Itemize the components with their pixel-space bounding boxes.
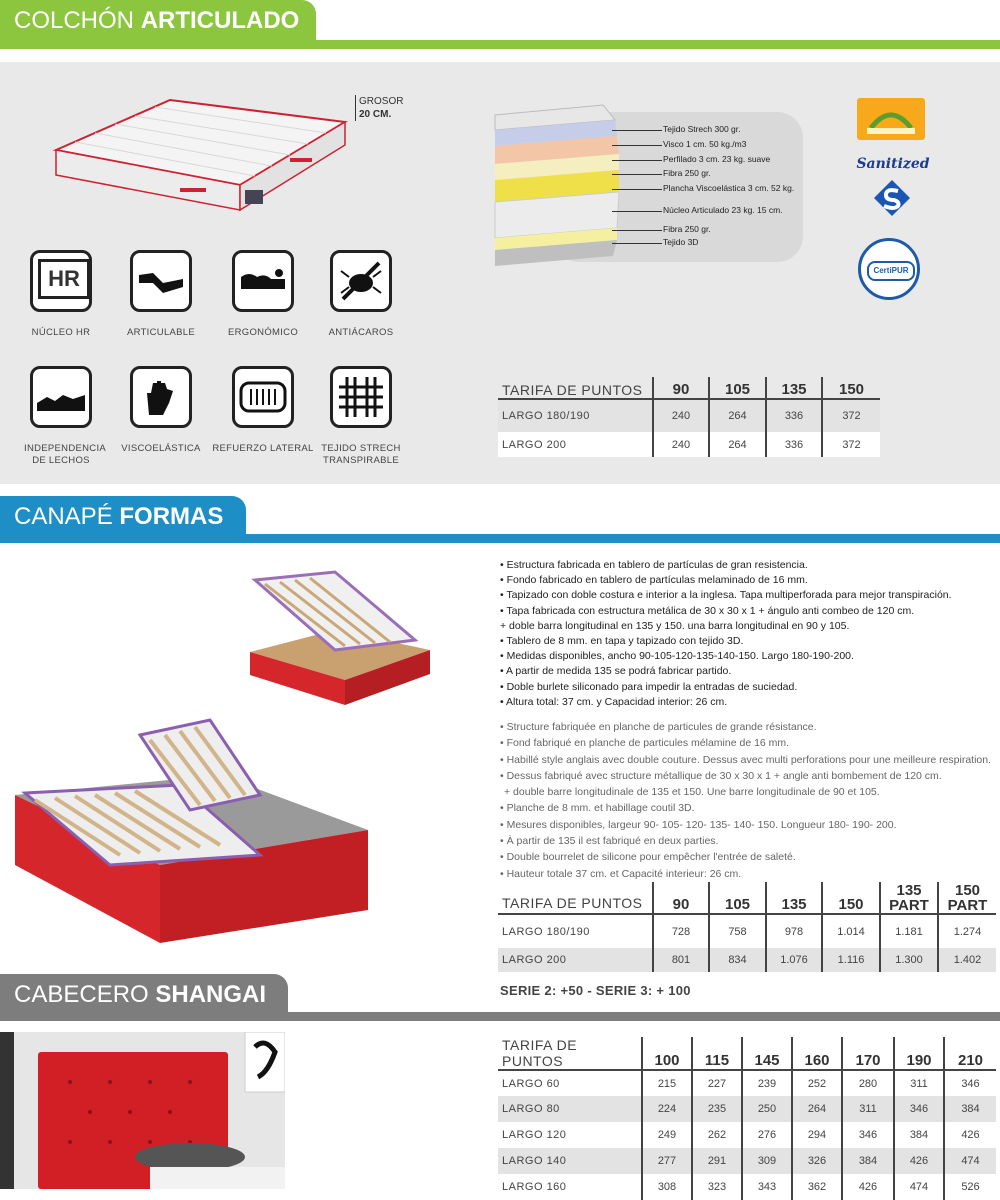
spec-item: • Altura total: 37 cm. y Capacidad interior: 26 cm. bbox=[500, 695, 728, 708]
section-header-canape bbox=[0, 496, 246, 538]
price-cell: 384 bbox=[894, 1122, 944, 1148]
feature-label: INDEPENDENCIA DE LECHOS bbox=[24, 443, 107, 466]
price-table-canape bbox=[498, 882, 996, 972]
price-cell: 362 bbox=[792, 1174, 842, 1200]
price-cell: 240 bbox=[653, 432, 709, 457]
price-cell: 308 bbox=[642, 1174, 692, 1200]
price-cell: 291 bbox=[692, 1148, 742, 1174]
price-cell: 1.402 bbox=[938, 948, 996, 972]
size-header: 145 bbox=[742, 1037, 792, 1070]
sanitized-logo: Sanitized bbox=[856, 156, 930, 172]
price-cell: 426 bbox=[944, 1122, 996, 1148]
feature-icon-tejido bbox=[330, 366, 392, 428]
price-cell: 227 bbox=[692, 1070, 742, 1096]
layer-label: Núcleo Articulado 23 kg. 15 cm. bbox=[663, 205, 783, 215]
spec-item: • Fondo fabricado en tablero de partículas melaminado de 16 mm. bbox=[500, 574, 808, 587]
price-table-header bbox=[498, 377, 880, 399]
size-header: 150 bbox=[822, 377, 880, 399]
price-cell: 215 bbox=[642, 1070, 692, 1096]
spec-item: • A partir de medida 135 se podrá fabricar partido. bbox=[500, 665, 732, 678]
price-cell: 346 bbox=[842, 1122, 894, 1148]
feature-label: REFUERZO LATERAL bbox=[212, 443, 314, 454]
hr-icon: HR bbox=[38, 259, 90, 299]
price-cell: 309 bbox=[742, 1148, 792, 1174]
layer-label: Fibra 250 gr. bbox=[663, 168, 711, 178]
row-label: LARGO 80 bbox=[498, 1096, 642, 1122]
price-cell: 372 bbox=[822, 399, 880, 432]
thickness-label bbox=[355, 95, 403, 121]
price-table-colchon bbox=[498, 377, 880, 457]
size-header: 135 bbox=[766, 882, 822, 914]
section-bar-green bbox=[0, 40, 1000, 49]
section-header-colchon bbox=[0, 0, 316, 42]
feature-icon-refuerzo bbox=[232, 366, 294, 428]
table-row bbox=[498, 1122, 996, 1148]
lateral-reinforcement-icon bbox=[235, 369, 291, 425]
feature-icon-antiacaros bbox=[330, 250, 392, 312]
price-cell: 311 bbox=[894, 1070, 944, 1096]
price-cell: 239 bbox=[742, 1070, 792, 1096]
spec-item: + doble barra longitudinal en 135 y 150. una barra longitudinal en 90 y 105. bbox=[500, 619, 850, 632]
row-label: LARGO 160 bbox=[498, 1174, 642, 1200]
feature-label: TEJIDO STRECH TRANSPIRABLE bbox=[321, 443, 401, 466]
size-header: 90 bbox=[653, 377, 709, 399]
row-label: LARGO 200 bbox=[498, 948, 653, 972]
price-cell: 323 bbox=[692, 1174, 742, 1200]
size-header: 135 bbox=[766, 377, 822, 399]
feature-label: ERGONÓMICO bbox=[227, 327, 299, 338]
table-row bbox=[498, 914, 996, 948]
serie-note: SERIE 2: +50 - SERIE 3: + 100 bbox=[500, 983, 691, 998]
headboard-image bbox=[0, 1032, 285, 1189]
table-row bbox=[498, 1096, 996, 1122]
spec-item: • Fond fabriqué en planche de particules mélamine de 16 mm. bbox=[500, 737, 790, 750]
price-cell: 526 bbox=[944, 1174, 996, 1200]
price-cell: 834 bbox=[709, 948, 766, 972]
section-title-bold: FORMAS bbox=[119, 503, 224, 530]
price-cell: 1.300 bbox=[880, 948, 938, 972]
spec-item: • Medidas disponibles, ancho 90-105-120-135-140-150. Largo 180-190-200. bbox=[500, 650, 854, 663]
feature-label: VISCOELÁSTICA bbox=[121, 443, 201, 454]
price-cell: 1.181 bbox=[880, 914, 938, 948]
price-cell: 250 bbox=[742, 1096, 792, 1122]
canape-image-large bbox=[10, 715, 372, 945]
spec-item: + double barre longitudinale de 135 et 150. Une barre longitudinale de 90 et 105. bbox=[504, 786, 880, 799]
spec-item: • Mesures disponibles, largeur 90- 105- 120- 135- 140- 150. Longueur 180- 190- 200. bbox=[500, 818, 897, 831]
section-title-bold: SHANGAI bbox=[155, 981, 267, 1008]
feature-icon-independencia bbox=[30, 366, 92, 428]
size-header: 105 bbox=[709, 377, 766, 399]
price-cell: 758 bbox=[709, 914, 766, 948]
price-cell: 1.116 bbox=[822, 948, 880, 972]
size-header: 115 bbox=[692, 1037, 742, 1070]
feature-label: ARTICULABLE bbox=[126, 327, 196, 338]
row-label: LARGO 140 bbox=[498, 1148, 642, 1174]
spec-item: • Tapa fabricada con estructura metálica de 30 x 30 x 1 + ángulo anti combeo de 120 cm. bbox=[500, 604, 915, 617]
section-title-light: CABECERO bbox=[14, 981, 149, 1008]
price-cell: 384 bbox=[944, 1096, 996, 1122]
price-table-header bbox=[498, 1037, 996, 1070]
strech-fabric-icon bbox=[333, 369, 389, 425]
row-label: LARGO 180/190 bbox=[498, 399, 653, 432]
feature-icon-hr bbox=[30, 250, 92, 312]
spec-item: • Structure fabriquée en planche de particules de grande résistance. bbox=[500, 721, 817, 733]
size-header: 160 bbox=[792, 1037, 842, 1070]
layer-label: Fibra 250 gr. bbox=[663, 224, 711, 234]
price-cell: 264 bbox=[709, 399, 766, 432]
feature-label: NÚCLEO HR bbox=[31, 327, 91, 338]
row-label: LARGO 200 bbox=[498, 432, 653, 457]
price-cell: 801 bbox=[653, 948, 709, 972]
section-title-light: COLCHÓN bbox=[14, 7, 135, 34]
table-row bbox=[498, 432, 880, 457]
price-cell: 326 bbox=[792, 1148, 842, 1174]
size-header: 135 PART bbox=[880, 882, 938, 914]
price-cell: 426 bbox=[894, 1148, 944, 1174]
price-cell: 240 bbox=[653, 399, 709, 432]
price-cell: 280 bbox=[842, 1070, 894, 1096]
spec-item: • Doble burlete siliconado para impedir la entradas de suciedad. bbox=[500, 680, 798, 693]
section-bar-blue bbox=[0, 534, 1000, 543]
table-row bbox=[498, 1174, 996, 1200]
layer-label: Visco 1 cm. 50 kg./m3 bbox=[663, 139, 747, 149]
feature-icon-viscoelastica bbox=[130, 366, 192, 428]
sanitized-s-icon bbox=[872, 178, 912, 223]
section-header-cabecero bbox=[0, 974, 288, 1016]
size-header: 90 bbox=[653, 882, 709, 914]
feature-label: ANTIÁCAROS bbox=[328, 327, 394, 338]
price-cell: 426 bbox=[842, 1174, 894, 1200]
price-cell: 262 bbox=[692, 1122, 742, 1148]
size-header: 210 bbox=[944, 1037, 996, 1070]
table-row bbox=[498, 399, 880, 432]
feature-icon-ergonomic bbox=[232, 250, 294, 312]
price-table-header bbox=[498, 882, 996, 914]
certipur-badge bbox=[858, 238, 920, 300]
price-cell: 978 bbox=[766, 914, 822, 948]
price-cell: 235 bbox=[692, 1096, 742, 1122]
size-header: 150 bbox=[822, 882, 880, 914]
mattress-image bbox=[50, 80, 350, 220]
table-header-label: TARIFA DE PUNTOS bbox=[498, 377, 653, 399]
row-label: LARGO 120 bbox=[498, 1122, 642, 1148]
spec-item: • Dessus fabriqué avec structure métallique de 30 x 30 x 1 + angle anti bombement de 120 cm. bbox=[500, 769, 942, 782]
price-cell: 249 bbox=[642, 1122, 692, 1148]
price-cell: 224 bbox=[642, 1096, 692, 1122]
spec-item: • Double bourrelet de silicone pour empêcher l'entrée de saleté. bbox=[500, 851, 796, 864]
price-cell: 346 bbox=[894, 1096, 944, 1122]
price-cell: 474 bbox=[944, 1148, 996, 1174]
table-header-label: TARIFA DE PUNTOS bbox=[498, 1037, 642, 1070]
price-cell: 311 bbox=[842, 1096, 894, 1122]
grosor-value: 20 CM. bbox=[359, 109, 392, 120]
layer-label: Plancha Viscoelástica 3 cm. 52 kg. bbox=[663, 183, 795, 193]
table-row bbox=[498, 948, 996, 972]
price-table-cabecero bbox=[498, 1037, 996, 1200]
certipur-text: CertiPUR bbox=[867, 261, 915, 281]
size-header: 100 bbox=[642, 1037, 692, 1070]
size-header: 170 bbox=[842, 1037, 894, 1070]
price-cell: 336 bbox=[766, 432, 822, 457]
table-row bbox=[498, 1070, 996, 1096]
size-header: 190 bbox=[894, 1037, 944, 1070]
price-cell: 1.076 bbox=[766, 948, 822, 972]
row-label: LARGO 180/190 bbox=[498, 914, 653, 948]
section-title-bold: ARTICULADO bbox=[140, 7, 300, 34]
ergonomic-icon bbox=[235, 253, 291, 309]
spec-item: • Planche de 8 mm. et habillage coutil 3D. bbox=[500, 802, 695, 815]
price-cell: 343 bbox=[742, 1174, 792, 1200]
feature-icon-articulable bbox=[130, 250, 192, 312]
table-header-label: TARIFA DE PUNTOS bbox=[498, 882, 653, 914]
quality-badge bbox=[857, 98, 925, 140]
price-cell: 336 bbox=[766, 399, 822, 432]
section-bar-gray bbox=[0, 1012, 1000, 1021]
spec-item: • À partir de 135 il est fabriqué en deux parties. bbox=[500, 835, 719, 848]
price-cell: 294 bbox=[792, 1122, 842, 1148]
articulable-icon bbox=[133, 253, 189, 309]
table-row bbox=[498, 1148, 996, 1174]
price-cell: 372 bbox=[822, 432, 880, 457]
grosor-label: GROSOR bbox=[359, 96, 404, 107]
spec-item: • Habillé style anglais avec double couture. Dessus avec multi perforations pour une meilleure respiration. bbox=[500, 753, 992, 766]
layer-label: Tejido 3D bbox=[663, 237, 699, 247]
layer-label: Tejido Strech 300 gr. bbox=[663, 124, 741, 134]
spec-item: • Tapizado con doble costura e interior a la inglesa. Tapa multiperforada para mejor transpiración. bbox=[500, 589, 952, 602]
spec-item: • Tablero de 8 mm. en tapa y tapizado con tejido 3D. bbox=[500, 635, 744, 648]
spec-item: • Hauteur totale 37 cm. et Capacité interieur: 26 cm. bbox=[500, 867, 742, 880]
price-cell: 384 bbox=[842, 1148, 894, 1174]
sun-icon bbox=[857, 98, 925, 140]
anti-mite-icon bbox=[333, 253, 389, 309]
size-header: 105 bbox=[709, 882, 766, 914]
price-cell: 277 bbox=[642, 1148, 692, 1174]
price-cell: 252 bbox=[792, 1070, 842, 1096]
row-label: LARGO 60 bbox=[498, 1070, 642, 1096]
specs-list-fr bbox=[500, 719, 991, 882]
price-cell: 1.014 bbox=[822, 914, 880, 948]
price-cell: 474 bbox=[894, 1174, 944, 1200]
canape-image-small bbox=[245, 570, 435, 710]
price-cell: 346 bbox=[944, 1070, 996, 1096]
section-title-light: CANAPÉ bbox=[14, 503, 113, 530]
independent-beds-icon bbox=[33, 369, 89, 425]
spec-item: • Estructura fabricada en tablero de partículas de gran resistencia. bbox=[500, 559, 808, 571]
layer-label: Perfilado 3 cm. 23 kg. suave bbox=[663, 154, 771, 164]
size-header: 150 PART bbox=[938, 882, 996, 914]
specs-list-es bbox=[500, 558, 952, 710]
price-cell: 264 bbox=[792, 1096, 842, 1122]
price-cell: 1.274 bbox=[938, 914, 996, 948]
viscoelastic-hand-icon bbox=[133, 369, 189, 425]
price-cell: 728 bbox=[653, 914, 709, 948]
price-cell: 276 bbox=[742, 1122, 792, 1148]
price-cell: 264 bbox=[709, 432, 766, 457]
